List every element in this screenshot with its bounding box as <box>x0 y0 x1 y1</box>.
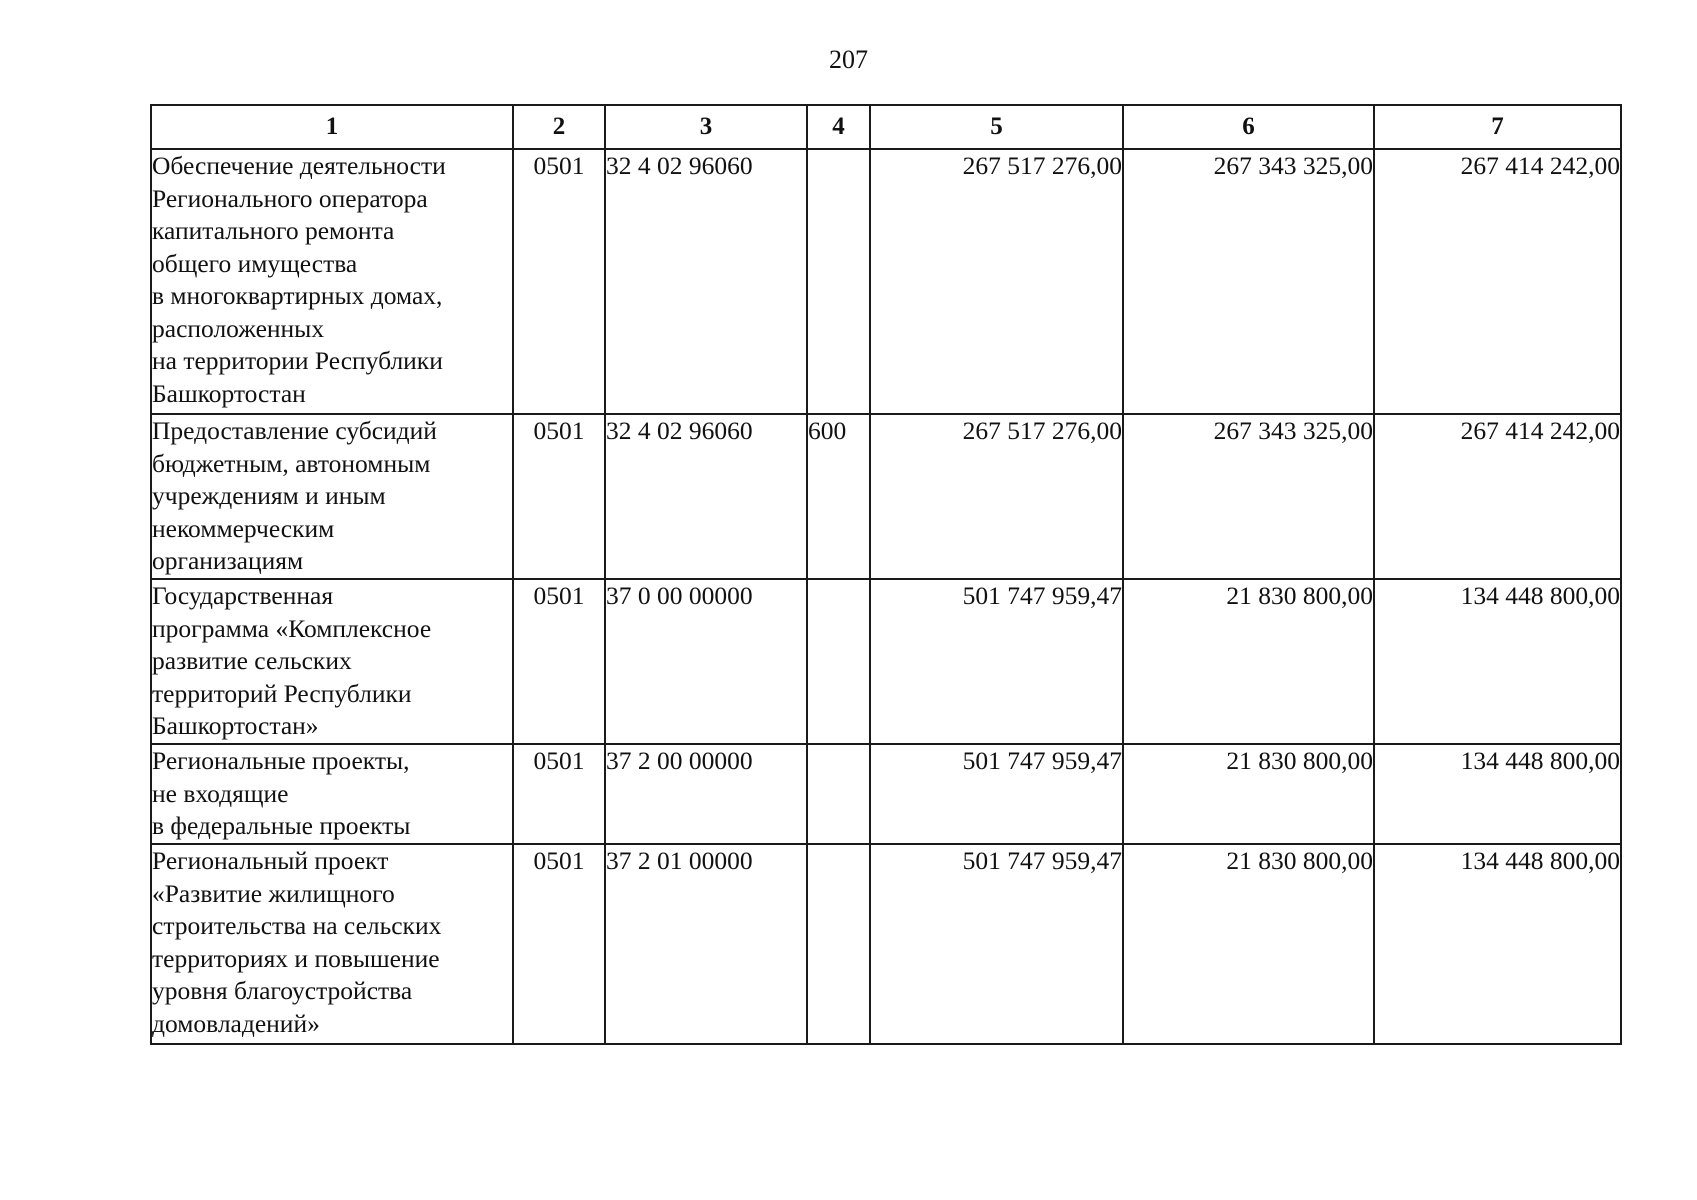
row-name-line: организациям <box>152 546 304 575</box>
expense-type-cell <box>807 149 870 414</box>
amount-cell: 134 448 800,00 <box>1374 579 1621 744</box>
amount-cell: 134 448 800,00 <box>1374 744 1621 844</box>
row-name-line: расположенных <box>152 313 325 343</box>
column-header: 4 <box>807 105 870 149</box>
amount-cell: 501 747 959,47 <box>870 844 1123 1044</box>
amount-cell: 267 343 325,00 <box>1123 414 1374 579</box>
section-cell: 0501 <box>513 744 605 844</box>
target-code-cell: 37 2 01 00000 <box>605 844 807 1044</box>
expense-type-cell <box>807 579 870 744</box>
row-name-line: развитие сельских <box>152 646 352 675</box>
amount-cell: 501 747 959,47 <box>870 579 1123 744</box>
row-name-line: Региональные проекты, <box>152 746 410 775</box>
amount-cell: 21 830 800,00 <box>1123 579 1374 744</box>
row-name-line: на территории Республики <box>152 346 443 375</box>
amount-cell: 267 517 276,00 <box>870 414 1123 579</box>
page-number: 207 <box>829 45 868 74</box>
table-row <box>151 414 1621 579</box>
row-name-line: программа «Комплексное <box>152 613 432 643</box>
target-code-cell: 32 4 02 96060 <box>605 149 807 414</box>
expense-type-cell <box>807 744 870 844</box>
column-header: 6 <box>1123 105 1374 149</box>
row-name-line: территориях и повышение <box>152 943 440 973</box>
amount-cell: 501 747 959,47 <box>870 744 1123 844</box>
amount-cell: 267 414 242,00 <box>1374 414 1621 579</box>
section-cell: 0501 <box>513 579 605 744</box>
row-name-line: уровня благоустройства <box>152 976 413 1005</box>
row-name-line: в многоквартирных домах, <box>152 281 443 310</box>
amount-cell: 267 517 276,00 <box>870 149 1123 414</box>
row-name-line: в федеральные проекты <box>152 811 411 840</box>
row-name-cell <box>151 149 513 414</box>
row-name-line: Башкортостан» <box>152 711 319 740</box>
row-name-cell <box>151 744 513 844</box>
row-name-line: учреждениям и иным <box>152 481 386 510</box>
row-name-line: домовладений» <box>152 1008 320 1038</box>
section-cell: 0501 <box>513 414 605 579</box>
section-cell: 0501 <box>513 844 605 1044</box>
row-name-line: территорий Республики <box>152 678 412 708</box>
row-name-line: Обеспечение деятельности <box>152 151 446 180</box>
row-name-line: строительства на сельских <box>152 911 442 940</box>
budget-table <box>150 104 1622 1045</box>
column-header: 3 <box>605 105 807 149</box>
table-row <box>151 579 1621 744</box>
row-name-line: капитального ремонта <box>152 216 395 245</box>
expense-type-cell <box>807 844 870 1044</box>
header-row <box>151 105 1621 149</box>
table-row <box>151 844 1621 1044</box>
column-header: 1 <box>151 105 513 149</box>
table-row <box>151 149 1621 414</box>
table-row <box>151 744 1621 844</box>
row-name-line: Предоставление субсидий <box>152 416 437 445</box>
target-code-cell: 37 2 00 00000 <box>605 744 807 844</box>
section-cell: 0501 <box>513 149 605 414</box>
column-header: 5 <box>870 105 1123 149</box>
row-name-cell <box>151 579 513 744</box>
row-name-line: «Развитие жилищного <box>152 878 395 908</box>
row-name-line: не входящие <box>152 778 289 808</box>
row-name-cell <box>151 844 513 1044</box>
row-name-line: Государственная <box>152 581 334 610</box>
target-code-cell: 37 0 00 00000 <box>605 579 807 744</box>
row-name-line: бюджетным, автономным <box>152 448 431 478</box>
target-code-cell: 32 4 02 96060 <box>605 414 807 579</box>
amount-cell: 267 414 242,00 <box>1374 149 1621 414</box>
amount-cell: 21 830 800,00 <box>1123 744 1374 844</box>
amount-cell: 21 830 800,00 <box>1123 844 1374 1044</box>
row-name-cell <box>151 414 513 579</box>
column-header: 2 <box>513 105 605 149</box>
amount-cell: 134 448 800,00 <box>1374 844 1621 1044</box>
row-name-line: некоммерческим <box>152 513 335 543</box>
row-name-line: Башкортостан <box>152 378 306 408</box>
row-name-line: Региональный проект <box>152 846 389 875</box>
row-name-line: общего имущества <box>152 248 358 278</box>
column-header: 7 <box>1374 105 1621 149</box>
amount-cell: 267 343 325,00 <box>1123 149 1374 414</box>
row-name-line: Регионального оператора <box>152 183 428 213</box>
expense-type-cell: 600 <box>807 414 870 579</box>
